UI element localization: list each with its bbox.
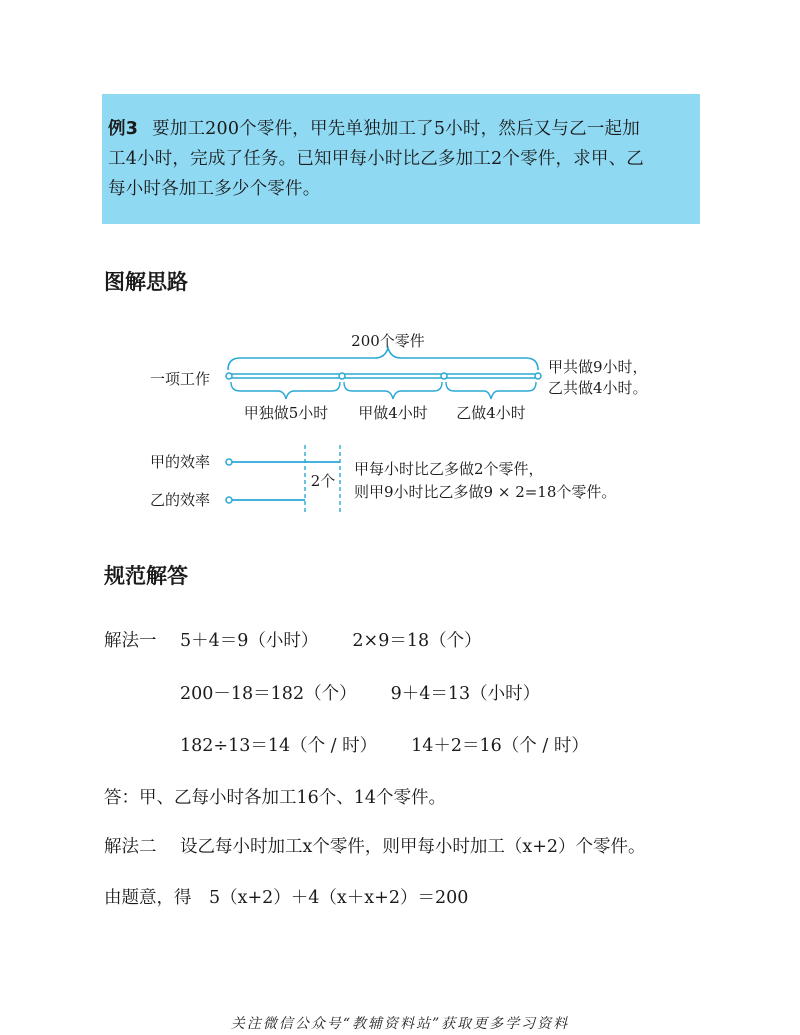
seg3-label: 乙做4小时	[456, 404, 526, 422]
problem-label: 例3	[108, 119, 139, 139]
m1-l3b: 14＋2＝16（个 / 时）	[411, 736, 589, 756]
footer-note: 关注微信公众号“教辅资料站”获取更多学习资料	[230, 1016, 570, 1032]
total-brace	[228, 348, 538, 370]
point-1	[339, 373, 345, 379]
point-3	[535, 373, 541, 379]
point-2	[441, 373, 447, 379]
problem-line-2: 工4小时，完成了任务。已知甲每小时比乙多加工2个零件，求甲、乙	[108, 149, 644, 169]
seg1-brace	[231, 382, 340, 399]
m1-l2b: 9＋4＝13（小时）	[390, 684, 541, 704]
diff-label: 2个	[310, 472, 336, 490]
eff-b-label: 乙的效率	[150, 491, 211, 509]
m1-l1b: 2×9＝18（个）	[352, 631, 482, 651]
method1-line2	[180, 680, 540, 705]
diagram-heading: 图解思路	[104, 270, 188, 294]
seg1-label: 甲独做5小时	[243, 404, 329, 422]
method1-label: 解法一	[104, 631, 157, 651]
method2-equation: 由题意，得 5（x+2）＋4（x＋x+2）＝200	[104, 888, 469, 908]
m1-l1a: 5＋4＝9（小时）	[180, 631, 319, 651]
method1-line3	[180, 732, 589, 757]
seg3-brace	[446, 382, 536, 399]
method2-text: 设乙每小时加工x个零件，则甲每小时加工（x+2）个零件。	[180, 837, 646, 857]
task-label: 一项工作	[150, 370, 211, 388]
right-note-2: 乙共做4小时。	[548, 379, 648, 397]
right-note-1: 甲共做9小时，	[548, 358, 648, 376]
method2-label: 解法二	[104, 837, 157, 857]
note-2: 则甲9小时比乙多做9 × 2=18个零件。	[354, 483, 617, 501]
method1-line1	[180, 627, 482, 652]
eff-a-label: 甲的效率	[150, 453, 211, 471]
problem-text-1: 要加工200个零件，甲先单独加工了5小时，然后又与乙一起加	[152, 119, 640, 139]
total-label: 200个零件	[351, 332, 425, 350]
m1-l3a: 182÷13＝14（个 / 时）	[180, 736, 378, 756]
seg2-brace	[344, 382, 442, 399]
eff-a-start	[226, 459, 232, 465]
seg2-label: 甲做4小时	[358, 404, 428, 422]
eff-b-start	[226, 497, 232, 503]
note-1: 甲每小时比乙多做2个零件，	[354, 460, 544, 478]
point-0	[226, 373, 232, 379]
problem-line-3: 每小时各加工多少个零件。	[108, 179, 321, 199]
solution-heading: 规范解答	[104, 564, 188, 588]
answer-text: 答：甲、乙每小时各加工16个、14个零件。	[104, 788, 447, 808]
m1-l2a: 200－18＝182（个）	[180, 684, 357, 704]
